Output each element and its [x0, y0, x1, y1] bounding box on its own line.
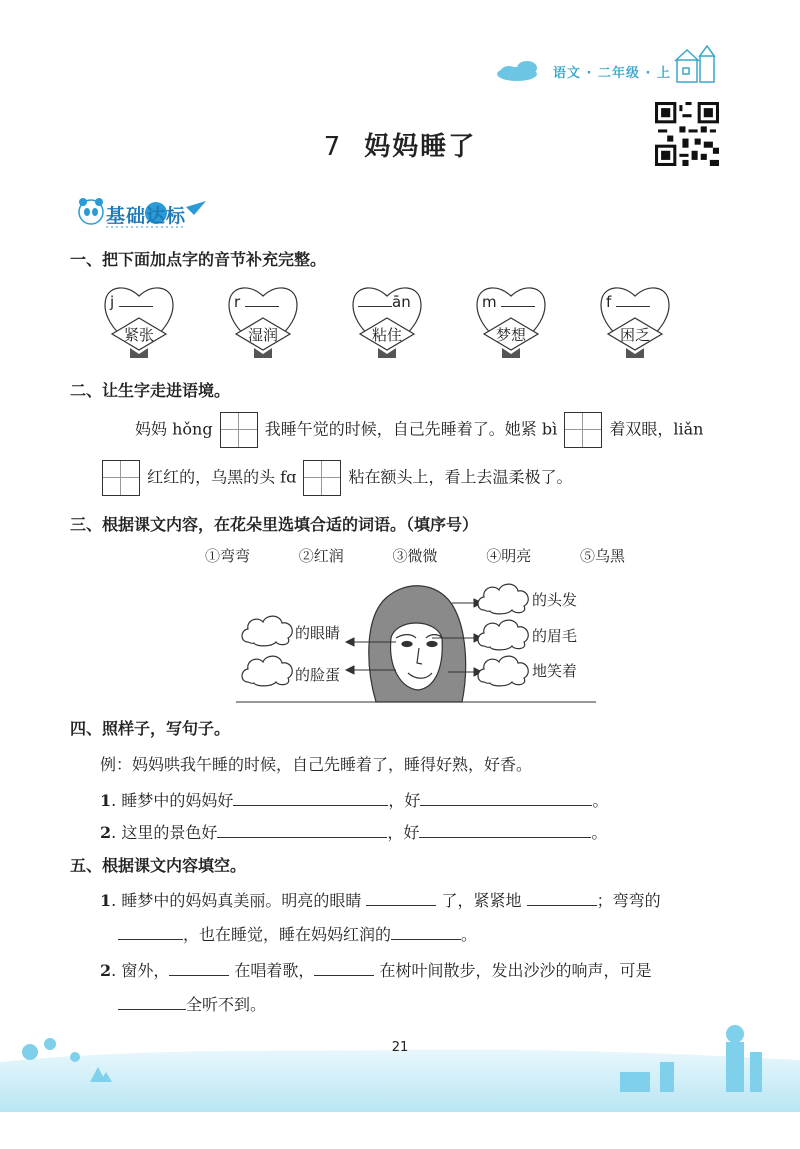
question-number: 2	[100, 961, 112, 980]
example-sentence: 例：妈妈哄我午睡的时候，自己先睡着了，睡得好熟，好香。	[100, 755, 533, 774]
pinyin-blank[interactable]	[358, 290, 392, 307]
lesson-title-text: 妈妈睡了	[364, 132, 477, 162]
text-segment: 着双眼，liǎn	[609, 419, 704, 439]
answer-blank[interactable]	[314, 959, 374, 976]
pinyin-hint: f	[606, 293, 612, 311]
woman-portrait	[369, 586, 466, 702]
answer-blank[interactable]	[169, 959, 229, 976]
section5-q1-line2	[118, 922, 477, 945]
answer-blank[interactable]	[233, 789, 388, 806]
paper-plane-icon	[186, 201, 206, 215]
pinyin-hint: ān	[392, 293, 411, 311]
writing-grid-box[interactable]	[102, 460, 140, 496]
section4-q2	[100, 820, 607, 843]
syllable-hint	[358, 290, 418, 311]
text-segment: . 睡梦中的妈妈真美丽。明亮的眼睛	[111, 891, 362, 910]
word-option: ③微微	[392, 547, 438, 565]
question-number: 1	[100, 891, 112, 910]
text-segment: ；弯弯的	[596, 891, 661, 910]
text-segment: ，好	[388, 791, 421, 810]
syllable-hint	[234, 290, 294, 311]
label-face: 的脸蛋	[295, 666, 341, 684]
cloud-answer-box[interactable]	[238, 652, 296, 688]
word-option: ②红润	[298, 547, 344, 565]
answer-blank[interactable]	[391, 923, 461, 940]
answer-blank[interactable]	[527, 889, 597, 906]
writing-grid-box[interactable]	[220, 412, 258, 448]
panda-icon	[79, 198, 103, 224]
word-options	[205, 545, 625, 566]
cloud-answer-box[interactable]	[238, 612, 296, 648]
answer-blank[interactable]	[419, 821, 591, 838]
answer-blank[interactable]	[118, 923, 183, 940]
house-icon	[675, 46, 715, 82]
subject-label: 语文 · 二年级 · 上	[553, 66, 671, 81]
section5-q1-line1	[100, 888, 661, 911]
cloud-answer-box[interactable]	[474, 616, 532, 652]
text-segment: 红红的，乌黑的头 fɑ	[147, 467, 297, 487]
pinyin-hint: m	[482, 293, 497, 311]
text-segment: . 这里的景色好	[111, 823, 218, 842]
heart-item	[472, 282, 550, 362]
syllable-hint	[606, 290, 666, 311]
section1-heading: 一、把下面加点字的音节补充完整。	[70, 250, 327, 269]
heart-item	[224, 282, 302, 362]
text-segment: 。	[591, 823, 608, 842]
section4-q1	[100, 788, 608, 811]
answer-blank[interactable]	[118, 993, 186, 1010]
text-segment: 我睡午觉的时候，自己先睡着了。她紧 bì	[264, 419, 558, 439]
text-segment: 。	[592, 791, 609, 810]
text-segment: . 睡梦中的妈妈好	[111, 791, 234, 810]
answer-blank[interactable]	[420, 789, 592, 806]
writing-grid-box[interactable]	[564, 412, 602, 448]
vocab-word: 困乏	[619, 326, 650, 344]
pinyin-blank[interactable]	[501, 290, 535, 307]
text-segment: 在树叶间散步，发出沙沙的响声，可是	[379, 961, 652, 980]
vocab-word: 粘住	[371, 326, 402, 344]
writing-grid-box[interactable]	[303, 460, 341, 496]
badge-text: 基础达标	[106, 205, 187, 227]
section3-heading: 三、根据课文内容，在花朵里选填合适的词语。（填序号）	[70, 515, 479, 534]
answer-blank[interactable]	[217, 821, 387, 838]
label-eyebrows: 的眉毛	[532, 627, 578, 645]
syllable-hint	[110, 290, 170, 311]
cloud-answer-box[interactable]	[474, 652, 532, 688]
label-smile: 地笑着	[532, 662, 578, 680]
word-option: ⑤乌黑	[579, 547, 625, 565]
vocab-word: 紧张	[123, 326, 154, 344]
text-segment: ，好	[387, 823, 420, 842]
vocab-word: 梦想	[495, 326, 526, 344]
cloud-answer-box[interactable]	[474, 580, 532, 616]
pinyin-hint: r	[234, 293, 241, 311]
cloud-icon	[497, 61, 537, 81]
syllable-hint	[482, 290, 542, 311]
text-segment: 粘在额头上，看上去温柔极了。	[348, 467, 573, 487]
question-number: 2	[100, 823, 112, 842]
footer-decoration	[0, 1022, 800, 1112]
section2-line1	[135, 412, 704, 448]
text-segment: ，也在睡觉，睡在妈妈红润的	[183, 925, 392, 944]
pinyin-blank[interactable]	[616, 290, 650, 307]
pinyin-blank[interactable]	[245, 290, 279, 307]
text-segment: 了，紧紧地	[441, 891, 522, 910]
question-number: 1	[100, 791, 112, 810]
text-segment: 妈妈 hǒng	[135, 419, 213, 439]
section5-q2-line1	[100, 958, 652, 981]
label-hair: 的头发	[532, 591, 578, 609]
section2-heading: 二、让生字走进语境。	[70, 381, 231, 400]
lesson-title	[0, 126, 800, 163]
heart-item	[100, 282, 178, 362]
text-segment: . 窗外，	[111, 961, 170, 980]
word-option: ①弯弯	[205, 547, 251, 565]
section-badge	[76, 195, 208, 231]
section5-q2-line2	[118, 992, 266, 1015]
pinyin-blank[interactable]	[119, 290, 153, 307]
text-segment: 在唱着歌，	[234, 961, 315, 980]
section4-heading: 四、照样子，写句子。	[70, 719, 231, 738]
text-segment: 全听不到。	[186, 995, 267, 1014]
word-option: ④明亮	[486, 547, 532, 565]
answer-blank[interactable]	[366, 889, 436, 906]
section2-line2	[100, 460, 573, 496]
vocab-word: 湿润	[247, 326, 278, 344]
label-eyes: 的眼睛	[295, 624, 341, 642]
heart-item	[348, 282, 426, 362]
text-segment: 。	[461, 925, 478, 944]
lesson-number: 7	[323, 132, 343, 162]
section5-heading: 五、根据课文内容填空。	[70, 856, 247, 875]
page-number: 21	[391, 1040, 409, 1055]
heart-item	[596, 282, 674, 362]
pinyin-hint: j	[110, 293, 115, 311]
